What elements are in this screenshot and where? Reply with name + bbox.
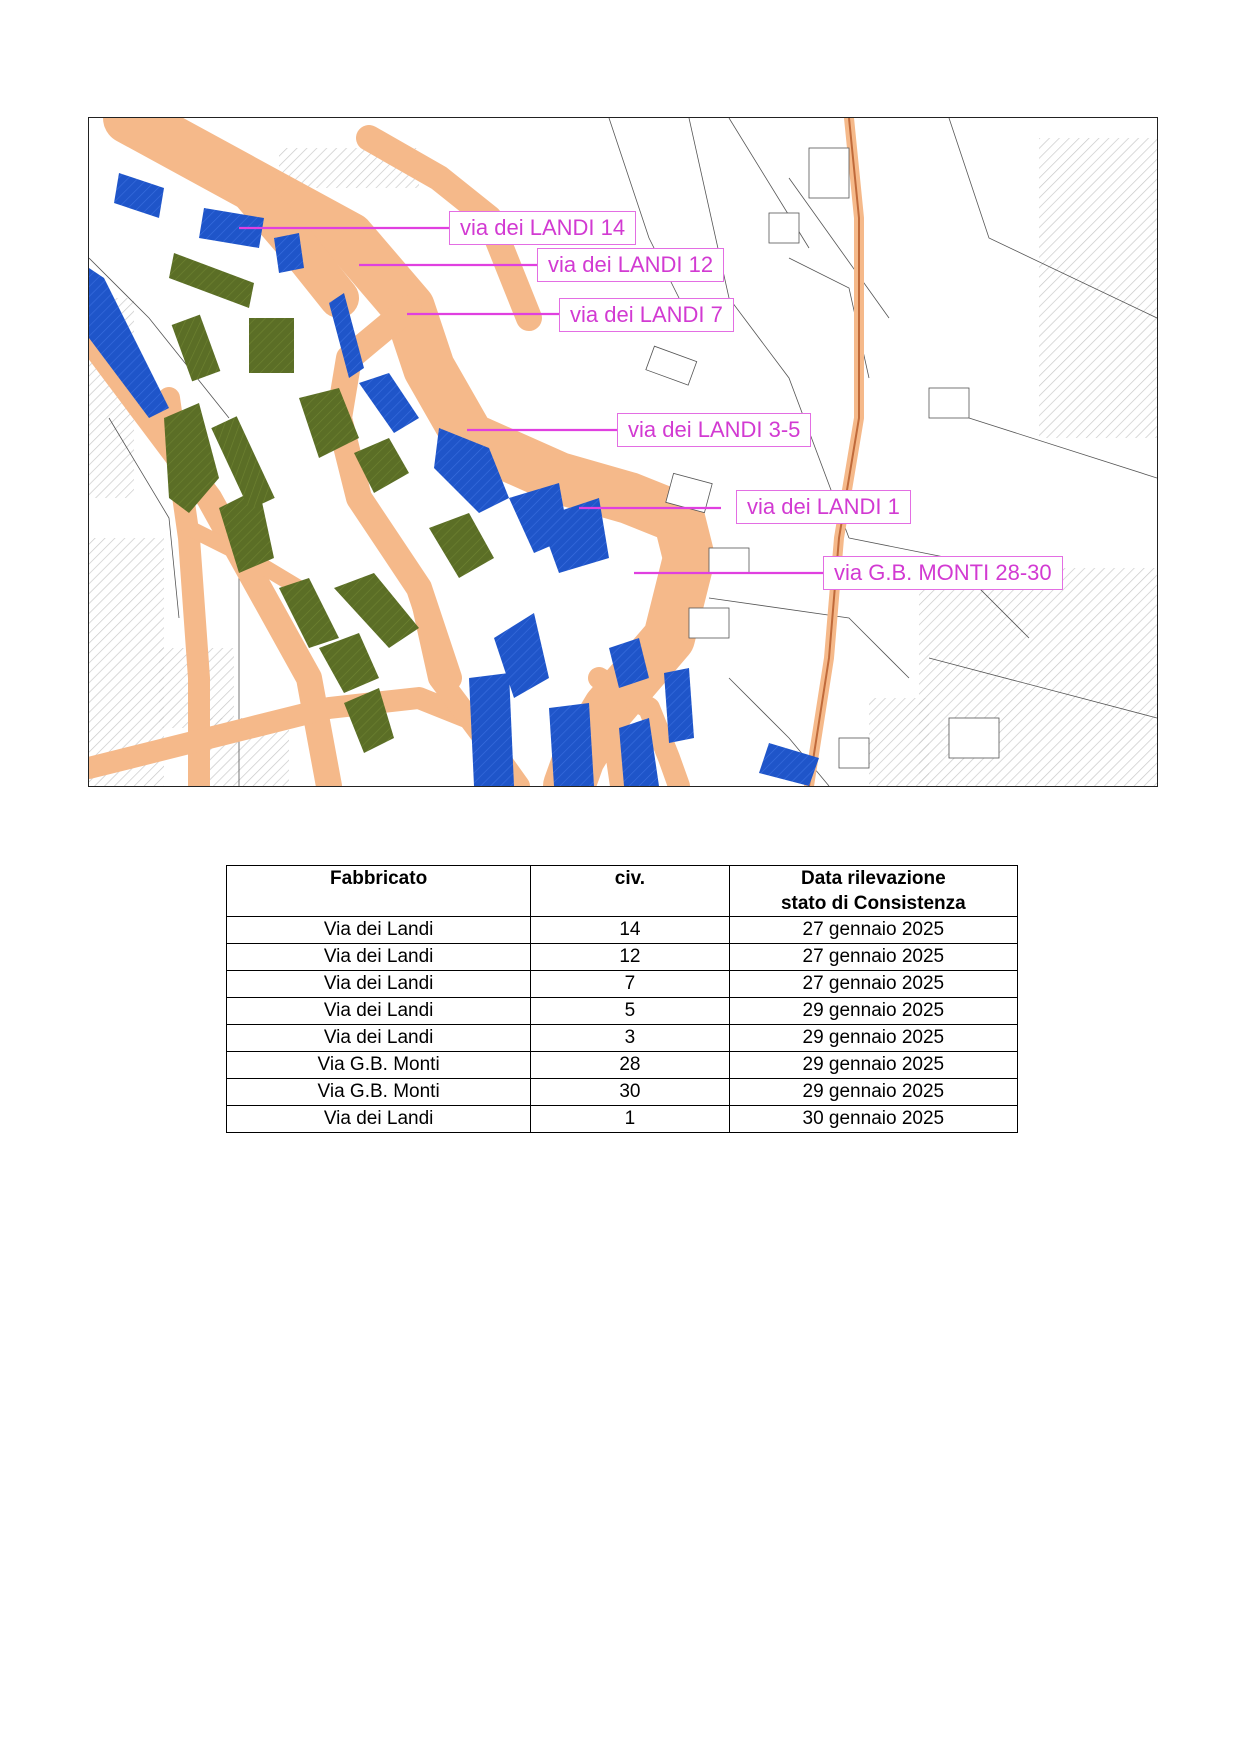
- cell-civ: 12: [531, 944, 729, 971]
- table-row: [227, 944, 1018, 971]
- cell-data: 29 gennaio 2025: [729, 998, 1017, 1025]
- callout-monti-28-30: via G.B. MONTI 28-30: [823, 556, 1063, 590]
- cell-data: 30 gennaio 2025: [729, 1106, 1017, 1133]
- header-data-line2: stato di Consistenza: [780, 893, 966, 914]
- cell-fabbricato: Via G.B. Monti: [227, 1052, 531, 1079]
- cell-civ: 5: [531, 998, 729, 1025]
- cell-data: 29 gennaio 2025: [729, 1079, 1017, 1106]
- header-civ: civ.: [531, 866, 729, 917]
- table-row: [227, 1106, 1018, 1133]
- cell-fabbricato: Via dei Landi: [227, 1106, 531, 1133]
- callout-landi-3-5: via dei LANDI 3-5: [617, 413, 811, 447]
- cell-civ: 7: [531, 971, 729, 998]
- cell-civ: 3: [531, 1025, 729, 1052]
- cell-civ: 14: [531, 917, 729, 944]
- survey-table: [226, 865, 1018, 1133]
- table-row: [227, 998, 1018, 1025]
- table-row: [227, 971, 1018, 998]
- cell-civ: 28: [531, 1052, 729, 1079]
- header-data: [729, 866, 1017, 917]
- table-row: [227, 1052, 1018, 1079]
- cell-fabbricato: Via dei Landi: [227, 917, 531, 944]
- cell-fabbricato: Via dei Landi: [227, 998, 531, 1025]
- cadastral-map: [88, 117, 1158, 787]
- header-data-line1: Data rilevazione: [800, 868, 946, 889]
- callout-landi-14: via dei LANDI 14: [449, 211, 636, 245]
- cell-civ: 30: [531, 1079, 729, 1106]
- callout-landi-1: via dei LANDI 1: [736, 490, 911, 524]
- cell-fabbricato: Via dei Landi: [227, 944, 531, 971]
- cell-data: 27 gennaio 2025: [729, 944, 1017, 971]
- cell-data: 27 gennaio 2025: [729, 917, 1017, 944]
- callout-landi-12: via dei LANDI 12: [537, 248, 724, 282]
- cell-fabbricato: Via dei Landi: [227, 1025, 531, 1052]
- header-fabbricato: Fabbricato: [227, 866, 531, 917]
- cell-data: 29 gennaio 2025: [729, 1025, 1017, 1052]
- table-row: [227, 1079, 1018, 1106]
- cell-data: 27 gennaio 2025: [729, 971, 1017, 998]
- table-header-row: [227, 866, 1018, 917]
- cell-civ: 1: [531, 1106, 729, 1133]
- table-row: [227, 917, 1018, 944]
- table-row: [227, 1025, 1018, 1052]
- callout-landi-7: via dei LANDI 7: [559, 298, 734, 332]
- cell-fabbricato: Via dei Landi: [227, 971, 531, 998]
- cell-fabbricato: Via G.B. Monti: [227, 1079, 531, 1106]
- cell-data: 29 gennaio 2025: [729, 1052, 1017, 1079]
